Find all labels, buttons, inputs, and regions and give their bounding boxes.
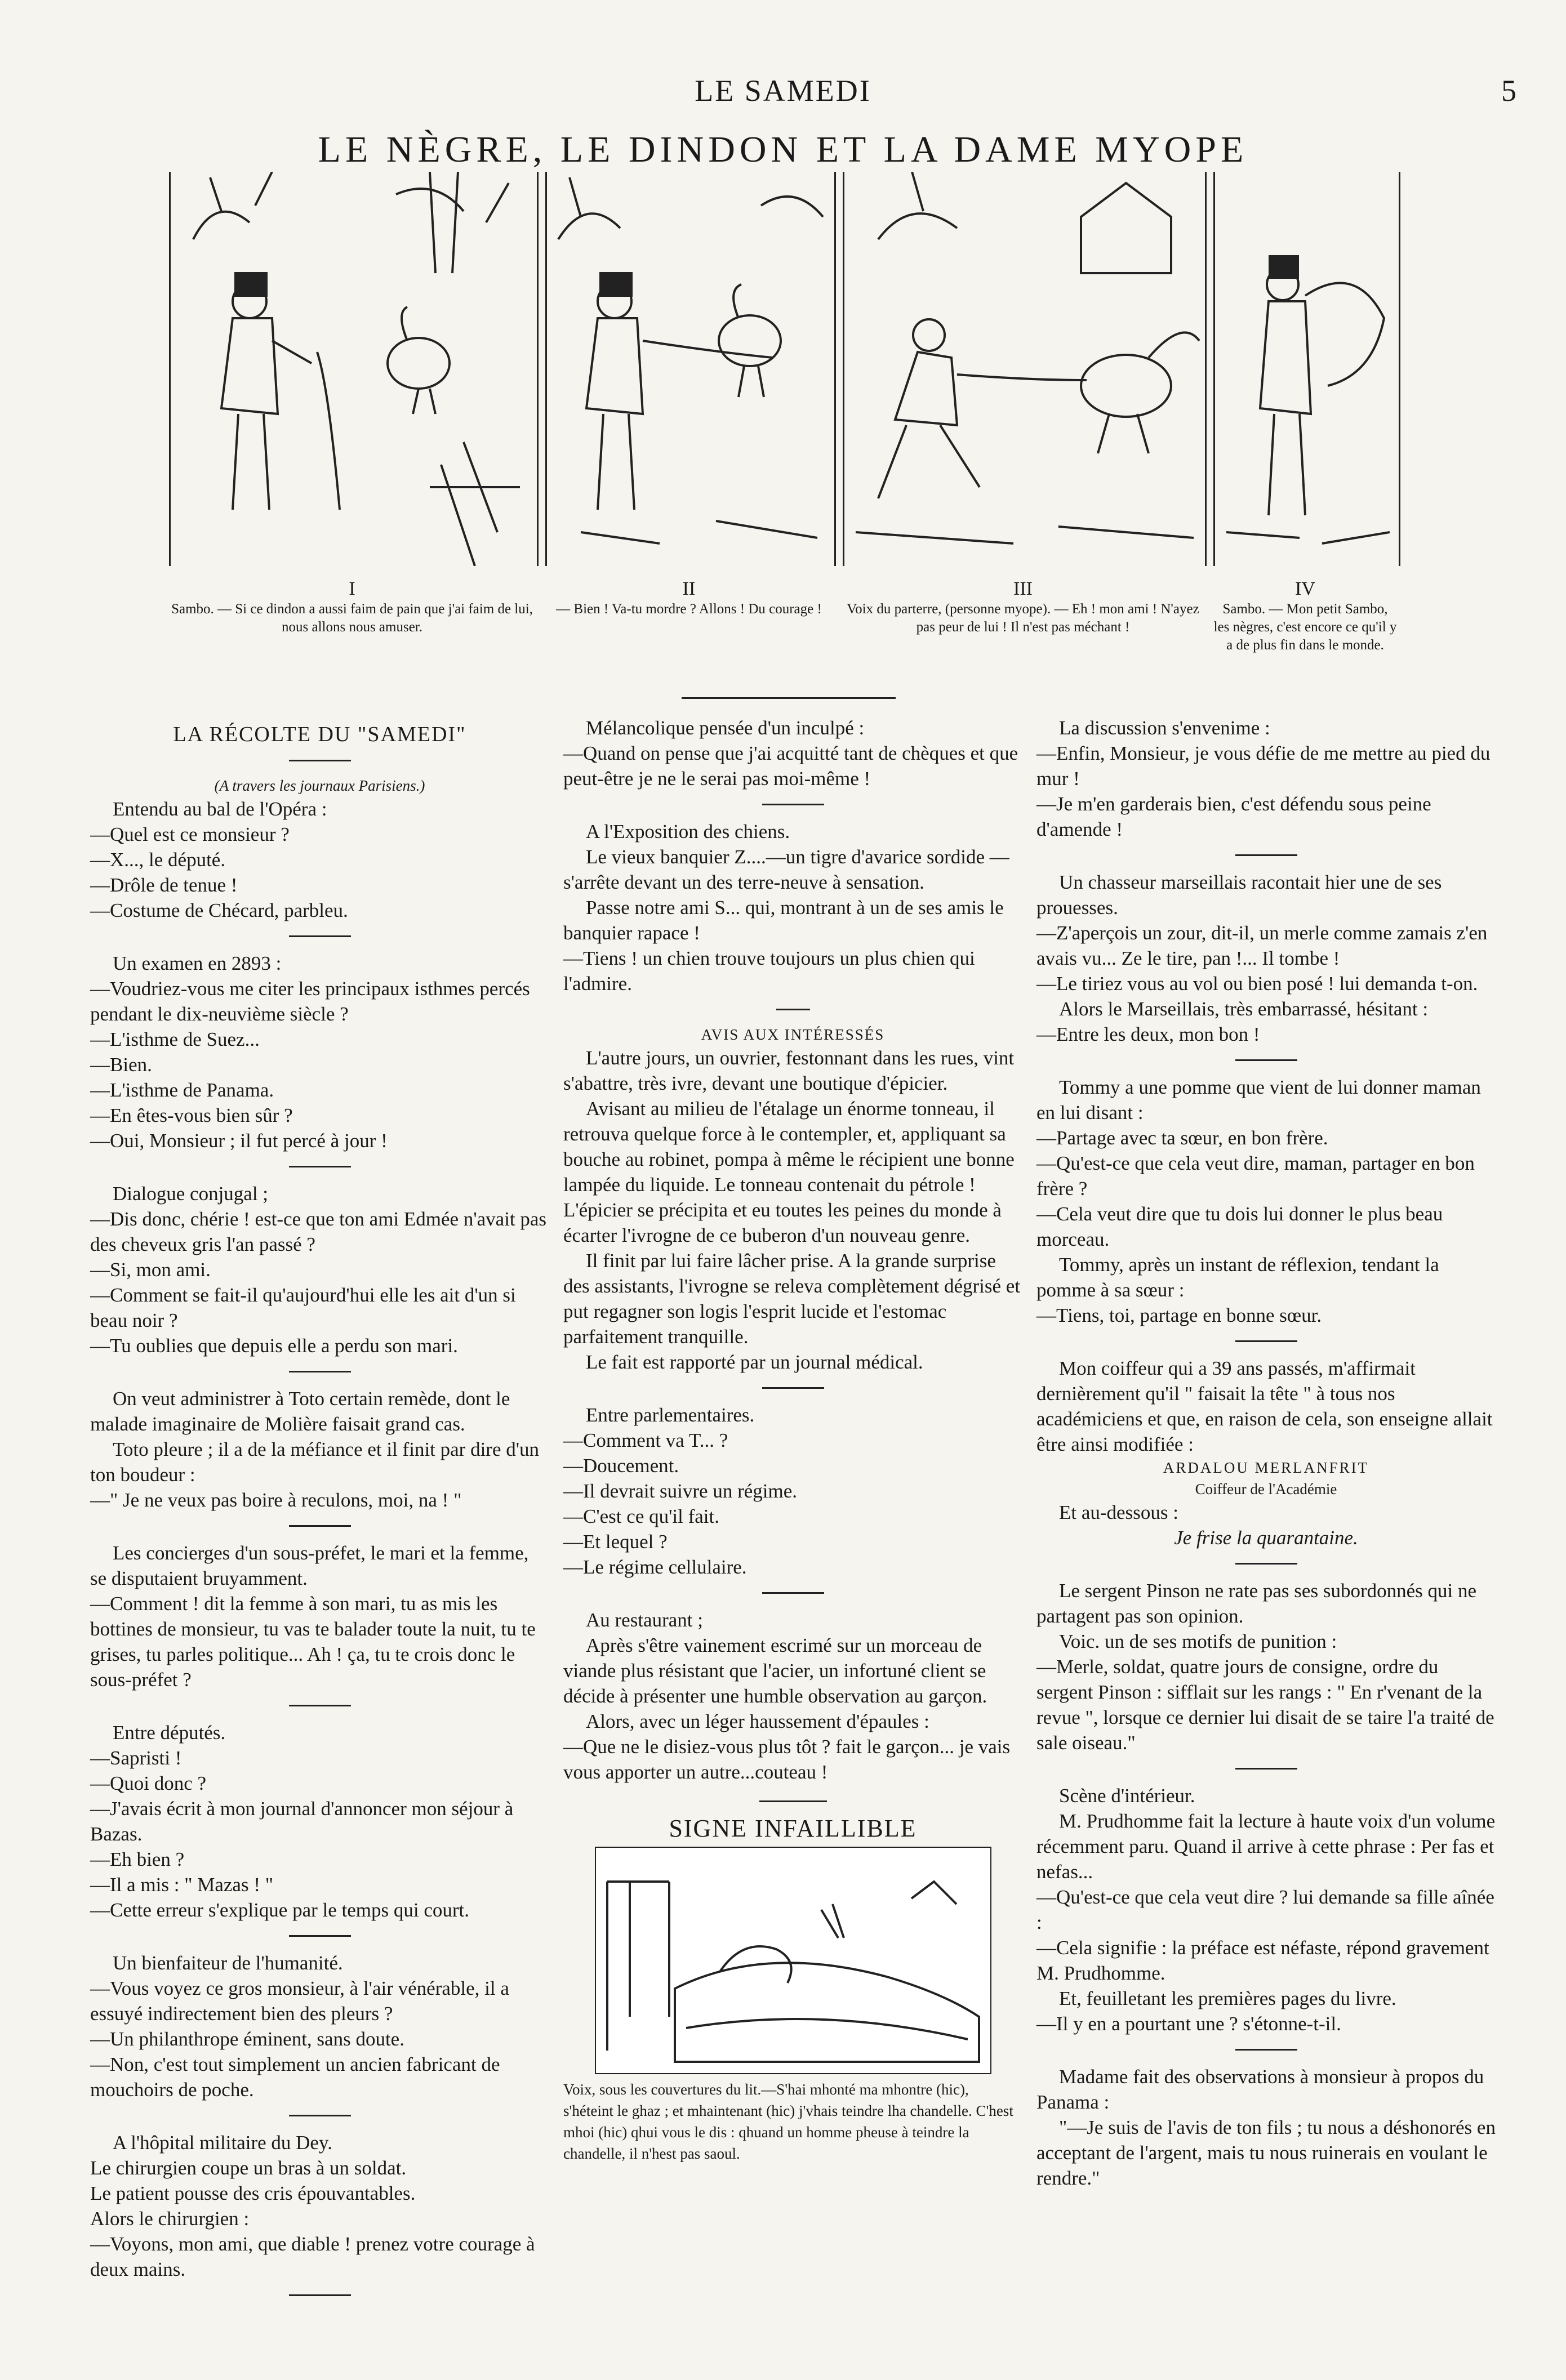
paper-name: LE SAMEDI [695,74,871,108]
paragraph: Voic. un de ses motifs de punition : [1059,1630,1337,1652]
paragraph: —J'avais écrit à mon journal d'annoncer mon séjour à Bazas. [90,1798,514,1845]
paragraph: M. Prudhomme fait la lecture à haute voix d'un volume récemment paru. Quand il arrive à cette phrase : Per fas et nefas... [1036,1810,1496,1883]
paragraph: —Bien. [90,1054,152,1076]
illustration-caption: Voix, sous les couvertures du lit.—S'hai mhonté ma mhontre (hic), s'héteint le ghaz ; et mhaintenant (hic) j'vhais teindre lha chandelle. C'hest mhoi (hic) qhui vous le dis : qhuand un homme pheuse à teindre la chandelle, il n'hest pas saoul. [563,2081,1013,2162]
subheading: (A travers les journaux Parisiens.) [214,777,425,794]
caption-text: Voix du parterre, (personne myope). — Eh ! mon ami ! N'ayez pas peur de lui ! Il n'est pas méchant ! [847,601,1199,635]
masthead [0,73,1566,124]
paragraph: —Un philanthrope éminent, sans doute. [90,2028,404,2050]
divider [776,1009,810,1010]
page-number: 5 [1501,74,1516,108]
divider [1235,2049,1297,2051]
caption-number: II [682,578,696,599]
paragraph: —" Je ne veux pas boire à reculons, moi, na ! " [90,1489,462,1511]
section-divider [682,697,896,699]
paragraph: Un chasseur marseillais racontait hier une de ses prouesses. [1036,871,1442,919]
paragraph: —Tiens ! un chien trouve toujours un plus chien qui l'admire. [563,947,975,995]
divider [289,2294,351,2296]
paragraph: —L'isthme de Suez... [90,1028,260,1050]
paragraph: Scène d'intérieur. [1059,1785,1195,1807]
paragraph: Alors le Marseillais, très embarrassé, hésitant : [1059,998,1429,1020]
paragraph: —En êtes-vous bien sûr ? [90,1104,293,1126]
paragraph: —Tu oublies que depuis elle a perdu son mari. [90,1335,458,1357]
paragraph: —Comment ! dit la femme à son mari, tu as mis les bottines de monsieur, tu vas te balader toute la nuit, tu te grises, tu parles politique... Ah ! ça, tu te crois donc le sous-préfet ? [90,1593,536,1691]
paragraph: —Si, mon ami. [90,1259,211,1281]
paragraph: "—Je suis de l'avis de ton fils ; tu nous a déshonorés en acceptant de l'argent, mais tu nous ruinerais en voulant le rendre." [1036,2116,1496,2189]
paragraph: La discussion s'envenime : [1059,717,1270,739]
paragraph: —Non, c'est tout simplement un ancien fabricant de mouchoirs de poche. [90,2053,500,2101]
paragraph: —Dis donc, chérie ! est-ce que ton ami Edmée n'avait pas des cheveux gris l'an passé ? [90,1208,547,1255]
paragraph: Toto pleure ; il a de la méfiance et il finit par dire d'un ton boudeur : [90,1438,540,1486]
paragraph: —Quel est ce monsieur ? [90,823,290,845]
paragraph: —Z'aperçois un zour, dit-il, un merle comme zamais z'en avais vu... Ze le tire, pan !... Il tombe ! [1036,922,1488,969]
paragraph: Avisant au milieu de l'étalage un énorme tonneau, il retrouva quelque force à le contempler, et, appliquant sa bouche au robinet, pompa à même le récipient une bonne lampée du liquide. Le tonneau contenait du pétrole ! L'épicier se précipita et eu toutes les peines du monde à écarter l'ivrogne de ce buberon d'un nouveau genre. [563,1098,1015,1246]
caption-text: Sambo. — Si ce dindon a aussi faim de pain que j'ai faim de lui, nous allons nous amuser. [171,601,533,635]
paragraph: Tommy a une pomme que vient de lui donner maman en lui disant : [1036,1076,1481,1124]
divider [759,1800,827,1802]
cartoon-illustration-2 [547,172,834,566]
paragraph: —Qu'est-ce que cela veut dire ? lui demande sa fille aînée : [1036,1886,1494,1933]
paragraph: —Costume de Chécard, parbleu. [90,899,348,921]
paragraph: —Que ne le disiez-vous plus tôt ? fait le garçon... je vais vous apporter un autre...couteau ! [563,1736,1011,1783]
paragraph: —Tiens, toi, partage en bonne sœur. [1036,1304,1322,1326]
divider [1235,854,1297,856]
paragraph: A l'Exposition des chiens. [586,821,790,843]
paragraph: —Qu'est-ce que cela veut dire, maman, partager en bon frère ? [1036,1152,1475,1200]
paragraph: —Doucement. [563,1455,679,1477]
sign-title: Coiffeur de l'Académie [1195,1481,1337,1497]
paragraph: —Voudriez-vous me citer les principaux isthmes percés pendant le dix-neuvième siècle ? [90,978,530,1025]
paragraph: On veut administrer à Toto certain remède, dont le malade imaginaire de Molière faisait grand cas. [90,1388,510,1435]
paragraph: Passe notre ami S... qui, montrant à un de ses amis le banquier rapace ! [563,897,1004,944]
column-2 [563,715,1022,2164]
column-3 [1036,715,1496,2191]
paragraph: —Enfin, Monsieur, je vous défie de me mettre au pied du mur ! [1036,742,1491,790]
paragraph: Le vieux banquier Z....—un tigre d'avarice sordide — s'arrête devant un des terre-neuve à sensation. [563,846,1009,893]
paragraph: —Le régime cellulaire. [563,1556,747,1578]
divider [289,1935,351,1937]
paragraph: Un examen en 2893 : [113,952,282,974]
paragraph: —X..., le député. [90,849,226,871]
paragraph: —Voyons, mon ami, que diable ! prenez votre courage à deux mains. [90,2233,535,2280]
caption-number: I [349,578,355,599]
cartoon-illustration-1 [171,172,537,566]
paragraph: —Comment se fait-il qu'aujourd'hui elle les ait d'un si beau noir ? [90,1284,516,1331]
paragraph: Entre parlementaires. [586,1404,755,1426]
paragraph: —Vous voyez ce gros monsieur, à l'air vénérable, il a essuyé indirectement bien des pleurs ? [90,1977,509,2025]
paragraph: Entre députés. [113,1722,226,1744]
paragraph: Au restaurant ; [586,1609,703,1631]
caption-text: — Bien ! Va-tu mordre ? Allons ! Du courage ! [556,601,822,617]
paragraph: —Le tiriez vous au vol ou bien posé ! lui demanda t-on. [1036,973,1478,995]
paragraph: Le fait est rapporté par un journal médical. [586,1351,923,1373]
paragraph: —Partage avec ta sœur, en bon frère. [1036,1127,1328,1149]
paragraph: Mon coiffeur qui a 39 ans passés, m'affirmait dernièrement qu'il " faisait la tête " à tous nos académiciens et que, en raison de cela, son enseigne allait être ainsi modifiée : [1036,1357,1493,1455]
caption-number: IV [1295,578,1315,599]
divider [289,1525,351,1527]
paragraph: Il finit par lui faire lâcher prise. A la grande surprise des assistants, l'ivrogne se releva complètement dégrisé et put regagner son logis l'esprit lucide et l'estomac parfaitement tranquille. [563,1250,1021,1348]
paragraph: —Il devrait suivre un régime. [563,1480,798,1502]
divider [289,935,351,937]
paragraph: Madame fait des observations à monsieur à propos du Panama : [1036,2066,1484,2113]
paragraph: —Oui, Monsieur ; il fut percé à jour ! [90,1130,388,1152]
subheading: AVIS AUX INTÉRESSÉS [701,1026,885,1043]
paragraph: —L'isthme de Panama. [90,1079,274,1101]
divider [1235,1340,1297,1342]
paragraph: —Je m'en garderais bien, c'est défendu sous peine d'amende ! [1036,793,1431,840]
caption-4 [1213,580,1397,654]
paragraph: A l'hôpital militaire du Dey. [113,2132,332,2154]
paragraph: Un bienfaiteur de l'humanité. [113,1952,343,1974]
paragraph: Alors, avec un léger haussement d'épaules : [586,1710,929,1732]
paragraph: L'autre jours, un ouvrier, festonnant dans les rues, vint s'abattre, très ivre, devant une boutique d'épicier. [563,1047,1015,1094]
divider [289,1371,351,1372]
caption-1 [169,580,535,636]
paragraph: —Quoi donc ? [90,1772,207,1794]
paragraph: Le patient pousse des cris épouvantables. [90,2182,416,2204]
cartoon-title: LE NÈGRE, LE DINDON ET LA DAME MYOPE [318,129,1248,170]
paragraph: —Cela veut dire que tu dois lui donner le plus beau morceau. [1036,1203,1443,1250]
divider [762,1387,824,1389]
paragraph: —Eh bien ? [90,1848,185,1870]
caption-number: III [1013,578,1033,599]
paragraph: —Il a mis : " Mazas ! " [90,1874,274,1896]
cartoon-panel-1 [169,172,539,566]
paragraph: Après s'être vainement escrimé sur un morceau de viande plus résistant que l'acier, un infortuné client se décide à présenter une humble observation au garçon. [563,1634,987,1707]
cartoon-panel-3 [843,172,1207,566]
paragraph: Et, feuilletant les premières pages du livre. [1059,1987,1396,2009]
paragraph: —Cela signifie : la préface est néfaste, répond gravement M. Prudhomme. [1036,1937,1489,1984]
paragraph: Entendu au bal de l'Opéra : [113,798,327,820]
divider [1235,1563,1297,1565]
section-heading: SIGNE INFAILLIBLE [669,1815,917,1842]
cartoon-illustration-3 [844,172,1205,566]
divider [289,760,351,761]
caption-3 [843,580,1203,636]
divider [289,2115,351,2116]
paragraph: —Drôle de tenue ! [90,874,238,896]
divider [1235,1059,1297,1061]
divider [289,1166,351,1167]
paragraph: —Merle, soldat, quatre jours de consigne, ordre du sergent Pinson : sifflait sur les rangs : " En r'venant de la revue ", lorsque ce dernier lui disait de se taire l'a traité de sale oiseau." [1036,1656,1494,1754]
paragraph: Mélancolique pensée d'un inculpé : [586,717,865,739]
cartoon-panel-4 [1213,172,1400,566]
paragraph: Alors le chirurgien : [90,2208,250,2230]
divider [289,1705,351,1706]
paragraph: Le chirurgien coupe un bras à un soldat. [90,2157,407,2179]
paragraph: —C'est ce qu'il fait. [563,1505,719,1527]
bed-scene-illustration [596,1848,990,2073]
bedroom-illustration [595,1847,991,2074]
sign-slogan: Je frise la quarantaine. [1174,1527,1358,1549]
paragraph: —Comment va T... ? [563,1429,728,1451]
paragraph: Et au-dessous : [1059,1501,1178,1523]
cartoon-panel-2 [545,172,836,566]
paragraph: —Quand on pense que j'ai acquitté tant de chèques et que peut-être je ne le serai pas moi-même ! [563,742,1018,790]
section-heading: LA RÉCOLTE DU "SAMEDI" [173,723,466,746]
paragraph: —Entre les deux, mon bon ! [1036,1023,1260,1045]
caption-text: Sambo. — Mon petit Sambo, les nègres, c'est encore ce qu'il y a de plus fin dans le monde. [1213,601,1397,653]
caption-2 [545,580,833,618]
paragraph: Dialogue conjugal ; [113,1183,269,1205]
paragraph: Le sergent Pinson ne rate pas ses subordonnés qui ne partagent pas son opinion. [1036,1580,1477,1627]
paragraph: —Sapristi ! [90,1747,182,1769]
sign-name: ARDALOU MERLANFRIT [1163,1459,1369,1476]
cartoon-captions [169,580,1397,693]
column-1 [90,715,549,2310]
paragraph: Les concierges d'un sous-préfet, le mari et la femme, se disputaient bruyamment. [90,1542,529,1589]
divider [762,804,824,805]
paragraph: Tommy, après un instant de réflexion, tendant la pomme à sa sœur : [1036,1254,1439,1301]
cartoon-strip [169,172,1397,572]
paragraph: —Il y en a pourtant une ? s'étonne-t-il. [1036,2013,1341,2035]
paragraph: —Et lequel ? [563,1531,668,1553]
divider [762,1592,824,1594]
divider [1235,1768,1297,1770]
paragraph: —Cette erreur s'explique par le temps qui court. [90,1899,470,1921]
cartoon-illustration-4 [1215,172,1399,566]
